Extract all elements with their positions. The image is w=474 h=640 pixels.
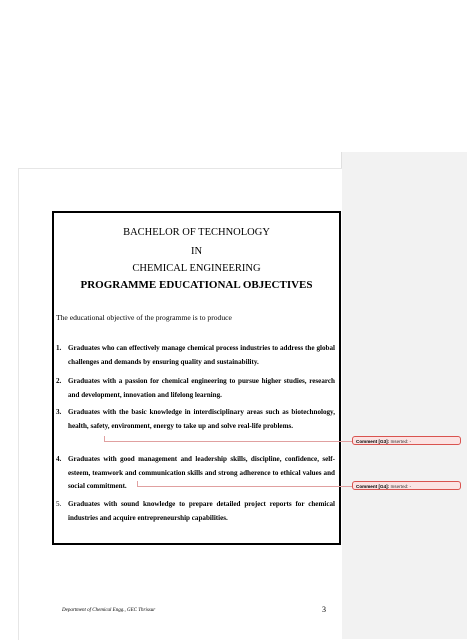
- item-number: 4.: [56, 455, 62, 463]
- comment-text: Inserted: -: [390, 484, 412, 489]
- item-number: 3.: [56, 408, 62, 416]
- title-in: IN: [190, 246, 203, 257]
- item-number: 5.: [56, 500, 62, 508]
- comment-label: Comment [G3]:: [356, 439, 390, 444]
- title-branch: CHEMICAL ENGINEERING: [132, 263, 261, 274]
- intro-text: The educational objective of the programme is to produce: [56, 313, 232, 322]
- item-text: Graduates with sound knowledge to prepare detailed project reports for chemical industries and acquire entrepreneurship capabilities.: [68, 500, 335, 522]
- comment-label: Comment [G4]:: [356, 484, 390, 489]
- comment-pane: [341, 152, 467, 639]
- item-text: Graduates who can effectively manage chemical process industries to address the global challenges and demands by ensuring quality and sustainability.: [68, 344, 335, 366]
- comment-leader-g4: [137, 486, 352, 487]
- section-heading: PROGRAMME EDUCATIONAL OBJECTIVES: [80, 279, 313, 291]
- objective-item: [56, 453, 335, 494]
- objective-item: [56, 342, 335, 369]
- page-number: 3: [322, 605, 326, 614]
- item-number: 1.: [56, 344, 62, 352]
- objective-item: [56, 406, 335, 433]
- item-number: 2.: [56, 377, 62, 385]
- objective-item: [56, 375, 335, 402]
- comment-balloon-g4[interactable]: [352, 481, 461, 490]
- comment-balloon-g3[interactable]: [352, 436, 461, 445]
- title-degree: BACHELOR OF TECHNOLOGY: [123, 227, 270, 238]
- item-text: Graduates with a passion for chemical engineering to pursue higher studies, research and development, innovation and lifelong learning.: [68, 377, 335, 399]
- page-footer: Department of Chemical Engg., GEC Thrissur: [62, 608, 156, 613]
- item-text: Graduates with good management and leadership skills, discipline, confidence, self-esteem, teamwork and communication skills and strong adherence to ethical values and social commitment.: [68, 455, 335, 490]
- comment-leader-g3: [104, 441, 352, 442]
- comment-text: Inserted: -: [390, 439, 412, 444]
- objective-item: [56, 498, 335, 525]
- item-text: Graduates with the basic knowledge in interdisciplinary areas such as biotechnology, health, safety, environment, energy to take up and solve real-life problems.: [68, 408, 335, 430]
